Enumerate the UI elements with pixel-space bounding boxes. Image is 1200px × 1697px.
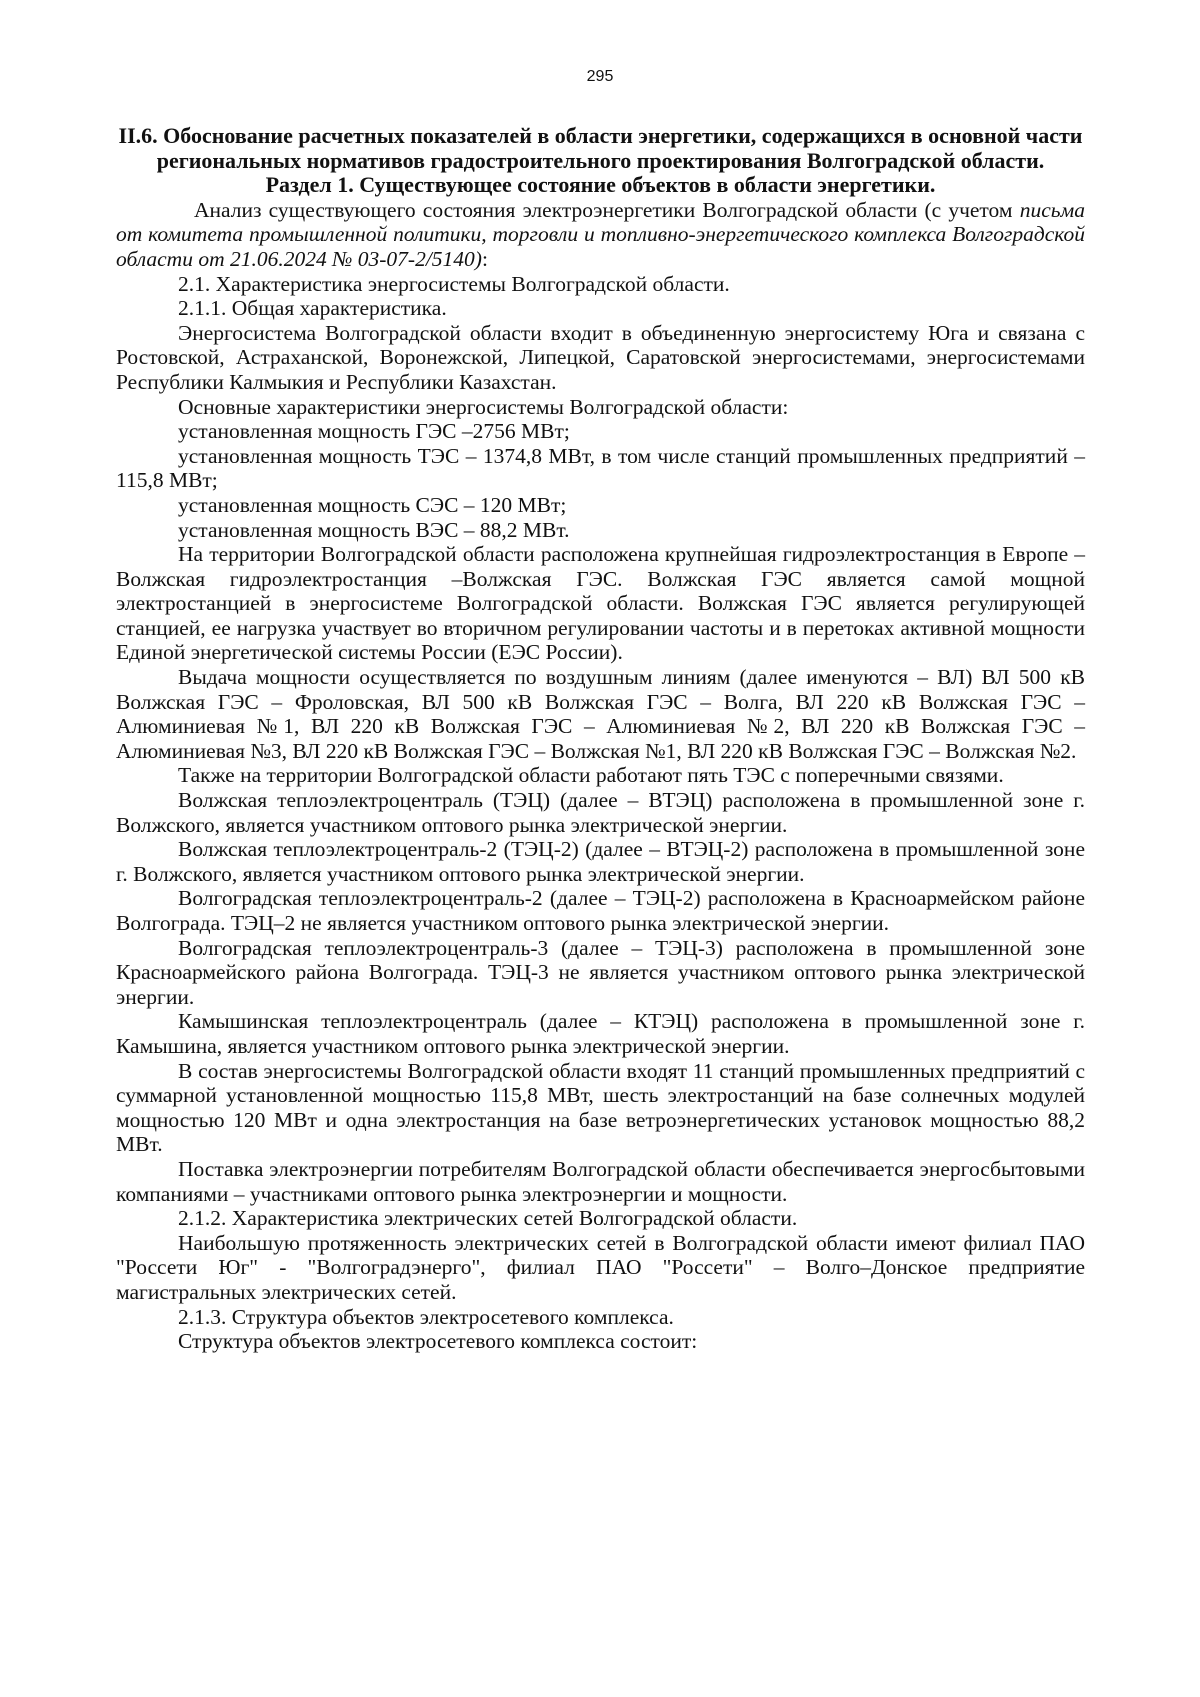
section-2-1-title: 2.1. Характеристика энергосистемы Волгоградской области. bbox=[178, 271, 730, 296]
energy-system-overview: Энергосистема Волгоградской области входит в объединенную энергосистему Юга и связана с Ростовской, Астраханской, Воронежской, Липецкой, Саратовской энергосистемами, энергосистемами Республики Калмыкия и Республики Казахстан. bbox=[116, 320, 1085, 394]
ktets-paragraph: Камышинская теплоэлектроцентраль (далее – КТЭЦ) расположена в промышленной зоне г. Камышина, является участником оптового рынка электрической энергии. bbox=[116, 1009, 1085, 1058]
intro-tail: : bbox=[481, 246, 488, 271]
vtets-2-paragraph: Волжская теплоэлектроцентраль-2 (ТЭЦ-2) (далее – ВТЭЦ-2) расположена в промышленной зоне г. Волжского, является участником оптового рынка электрической энергии. bbox=[116, 837, 1085, 886]
power-output-lines-paragraph: Выдача мощности осуществляется по воздушным линиям (далее именуются – ВЛ) ВЛ 500 кВ Волжская ГЭС – Фроловская, ВЛ 500 кВ Волжская ГЭС – Волга, ВЛ 220 кВ Волжская ГЭС – Алюминиевая №1, ВЛ 220 кВ Волжская ГЭС – Алюминиевая №2, ВЛ 220 кВ Волжская ГЭС – Алюминиевая №3, ВЛ 220 кВ Волжская ГЭС – Волжская №1, ВЛ 220 кВ Волжская ГЭС – Волжская №2. bbox=[116, 665, 1085, 763]
industrial-stations-paragraph: В состав энергосистемы Волгоградской области входят 11 станций промышленных предприятий с суммарной установленной мощностью 115,8 МВт, шесть электростанций на базе солнечных модулей мощностью 120 МВт и одна электростанция на базе ветроэнергетических установок мощностью 88,2 МВт. bbox=[116, 1058, 1085, 1157]
thermal-plants-intro: Также на территории Волгоградской области работают пять ТЭС с поперечными связями. bbox=[178, 763, 1004, 788]
capacity-hydro: установленная мощность ГЭС –2756 МВт; bbox=[178, 419, 570, 444]
supply-paragraph: Поставка электроэнергии потребителям Волгоградской области обеспечивается энергосбытовыми компаниями – участниками оптового рынка электроэнергии и мощности. bbox=[116, 1156, 1085, 1206]
main-characteristics-intro: Основные характеристики энергосистемы Волгоградской области: bbox=[178, 394, 789, 419]
section-2-1-2-title: 2.1.2. Характеристика электрических сетей Волгоградской области. bbox=[178, 1206, 798, 1231]
network-length-paragraph: Наибольшую протяженность электрических сетей в Волгоградской области имеют филиал ПАО "Россети Юг" - "Волгоградэнерго", филиал ПАО "Россети" – Волго–Донское предприятие магистральных электрических сетей. bbox=[116, 1230, 1085, 1304]
section-2-1-3-title: 2.1.3. Структура объектов электросетевого комплекса. bbox=[178, 1304, 674, 1329]
network-structure-paragraph: Структура объектов электросетевого комплекса состоит: bbox=[178, 1329, 698, 1354]
section-title: Раздел 1. Существующее состояние объектов в области энергетики. bbox=[265, 172, 936, 198]
tets-2-paragraph: Волгоградская теплоэлектроцентраль-2 (далее – ТЭЦ-2) расположена в Красноармейском районе Волгограда. ТЭЦ–2 не является участником оптового рынка электрической энергии. bbox=[116, 886, 1085, 935]
capacity-thermal: установленная мощность ТЭС – 1374,8 МВт, в том числе станций промышленных предприятий – 115,8 МВт; bbox=[116, 443, 1085, 493]
chapter-heading: II.6. Обоснование расчетных показателей в области энергетики, содержащихся в основной части региональных нормативов градостроительного проектирования Волгоградской области. bbox=[118, 123, 1083, 173]
intro-paragraph bbox=[116, 198, 1085, 272]
page-number: 295 bbox=[586, 68, 614, 85]
volzhskaya-hpp-paragraph: На территории Волгоградской области расположена крупнейшая гидроэлектростанция в Европе – Волжская гидроэлектростанция –Волжская ГЭС. Волжская ГЭС является самой мощной электростанцией в энергосистеме Волгоградской области. Волжская ГЭС является регулирующей станцией, ее нагрузка участвует во вторичном регулировании частоты и в перетоках активной мощности Единой энергетической системы России (ЕЭС России). bbox=[116, 542, 1085, 665]
document-body bbox=[116, 124, 1085, 1354]
section-2-1-1-title: 2.1.1. Общая характеристика. bbox=[178, 296, 447, 321]
vtets-paragraph: Волжская теплоэлектроцентраль (ТЭЦ) (далее – ВТЭЦ) расположена в промышленной зоне г. Волжского, является участником оптового рынка электрической энергии. bbox=[116, 788, 1085, 837]
capacity-wind: установленная мощность ВЭС – 88,2 МВт. bbox=[178, 517, 570, 542]
capacity-solar: установленная мощность СЭС – 120 МВт; bbox=[178, 492, 567, 517]
intro-letter-reference: письма от комитета промышленной политики, торговли и топливно-энергетического комплекса Волгоградской области от 21.06.2024 № 03-07-2/5140) bbox=[116, 197, 1085, 271]
tets-3-paragraph: Волгоградская теплоэлектроцентраль-3 (далее – ТЭЦ-3) расположена в промышленной зоне Красноармейского района Волгограда. ТЭЦ-3 не является участником оптового рынка электрической энергии. bbox=[116, 935, 1085, 1009]
intro-text: Анализ существующего состояния электроэнергетики Волгоградской области (с учетом bbox=[194, 197, 1020, 222]
